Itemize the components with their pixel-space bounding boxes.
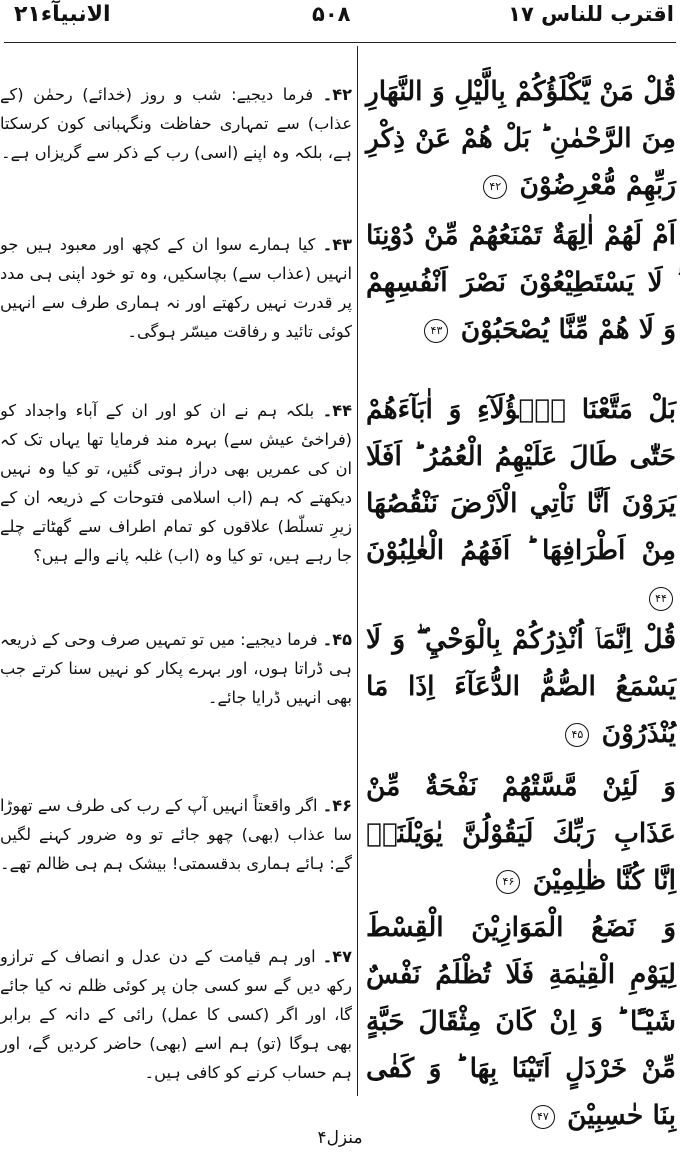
translation-number: ۴۶۔ bbox=[322, 796, 352, 815]
verse-text: قُلْ اِنَّمَاۤ اُنْذِرُكُمْ بِالْوَحْيِ ۖؗ وَ لَا يَسْمَعُ الصُّمُّ الدُّعَآءَ اِذَا مَا يُنْذَرُوْنَ bbox=[366, 624, 676, 749]
translation-47 bbox=[0, 942, 352, 1087]
verse-text: اَمْ لَهُمْ اٰلِهَةٌ تَمْنَعُهُمْ مِّنْ دُوْنِنَا ؕ لَا يَسْتَطِيْعُوْنَ نَصْرَ اَنْفُسِهِمْ وَ لَا هُمْ مِّنَّا يُصْحَبُوْنَ bbox=[366, 220, 676, 345]
page-header bbox=[0, 0, 680, 46]
translation-text: اگر واقعتاً انہیں آپ کے رب کی طرف سے تھوڑا سا عذاب (بھی) چھو جائے تو وہ ضرور کہنے لگیں گے: ہائے ہماری بدقسمتی! بیشک ہم ہی ظالم تھے۔ bbox=[0, 796, 352, 873]
ayah-marker: ۴۴ bbox=[649, 587, 673, 611]
page-number: ۵۰۸ bbox=[312, 2, 351, 26]
translation-number: ۴۳۔ bbox=[322, 235, 353, 254]
verse-47 bbox=[366, 904, 676, 1139]
verse-text: بَلْ مَتَّعْنَا هٰۤؤُلَآءِ وَ اٰبَآءَهُمْ حَتّٰى طَالَ عَلَيْهِمُ الْعُمُرُ ؕ اَفَلَا يَرَوْنَ اَنَّا نَاْتِي الْاَرْضَ نَنْقُصُهَا مِنْ اَطْرَافِهَا ؕ اَفَهُمُ الْغٰلِبُوْنَ bbox=[366, 394, 676, 566]
ayah-marker: ۴۶ bbox=[496, 870, 520, 894]
ayah-marker: ۴۵ bbox=[565, 723, 589, 747]
ayah-marker: ۴۳ bbox=[424, 319, 448, 343]
juz-title: اقترب للناس ۱۷ bbox=[508, 2, 674, 26]
translation-45 bbox=[0, 625, 352, 712]
verse-42 bbox=[366, 68, 676, 209]
translation-44 bbox=[0, 396, 352, 570]
verse-45 bbox=[366, 616, 676, 757]
translation-42 bbox=[0, 80, 352, 167]
verse-text: وَ لَئِنْ مَّسَّتْهُمْ نَفْحَةٌ مِّنْ عَذَابِ رَبِّكَ لَيَقُوْلُنَّ يٰوَيْلَنَاۤ اِنَّا كُنَّا ظٰلِمِيْنَ bbox=[366, 771, 676, 896]
verse-text: وَ نَضَعُ الْمَوَازِيْنَ الْقِسْطَ لِيَوْمِ الْقِيٰمَةِ فَلَا تُظْلَمُ نَفْسٌ شَيْـًٔا ؕ وَ اِنْ كَانَ مِثْقَالَ حَبَّةٍ مِّنْ خَرْدَلٍ اَتَيْنَا بِهَا ؕ وَ كَفٰى بِنَا حٰسِبِيْنَ bbox=[366, 912, 676, 1131]
translation-text: اور ہم قیامت کے دن عدل و انصاف کے ترازو رکھ دیں گے سو کسی جان پر کوئی ظلم نہ کیا جائے گا، اور اگر (کسی کا عمل) رائی کے دانہ کے برابر بھی ہوگا (تو) ہم اسے (بھی) حاضر کردیں گے، اور ہم حساب کرنے کو کافی ہیں۔ bbox=[0, 947, 352, 1082]
translation-text: کیا ہمارے سوا ان کے کچھ اور معبود ہیں جو انہیں (عذاب سے) بچاسکیں، وہ تو خود اپنی ہی مدد پر قدرت نہیں رکھتے اور نہ ہماری طرف سے انہیں کوئی تائید و رفاقت میسّر ہوگی۔ bbox=[0, 235, 352, 341]
verse-44 bbox=[366, 386, 676, 621]
translation-text: فرما دیجیے: شب و روز (خدائے) رحمٰن (کے عذاب) سے تمہاری حفاظت ونگہبانی کون کرسکتا ہے، بلکہ وہ اپنے (اسی) رب کے ذکر سے گریزاں ہے۔ bbox=[0, 85, 352, 162]
ayah-marker: ۴۲ bbox=[483, 175, 507, 199]
header-rule bbox=[4, 42, 676, 43]
verse-43 bbox=[366, 212, 676, 353]
verse-46 bbox=[366, 763, 676, 904]
translation-text: فرما دیجیے: میں تو تمہیں صرف وحی کے ذریعہ ہی ڈراتا ہوں، اور بہرے پکار کو نہیں سنا کرتے جب بھی انہیں ڈرایا جائے۔ bbox=[0, 630, 352, 707]
translation-46 bbox=[0, 791, 352, 878]
translation-number: ۴۲۔ bbox=[322, 85, 352, 104]
translation-number: ۴۵۔ bbox=[322, 630, 352, 649]
column-divider bbox=[357, 46, 358, 1096]
verse-text: قُلْ مَنْ يَّكْلَؤُكُمْ بِالَّيْلِ وَ النَّهَارِ مِنَ الرَّحْمٰنِ ؕ بَلْ هُمْ عَنْ ذِكْرِ رَبِّهِمْ مُّعْرِضُوْنَ bbox=[366, 76, 676, 201]
manzil-footer: منزل۴ bbox=[317, 1128, 363, 1148]
translation-43 bbox=[0, 230, 352, 346]
translation-number: ۴۷۔ bbox=[322, 947, 352, 966]
ayah-marker: ۴۷ bbox=[531, 1105, 555, 1129]
surah-title: الانبیآء۲۱ bbox=[14, 2, 111, 27]
translation-number: ۴۴۔ bbox=[322, 401, 352, 420]
translation-text: بلکہ ہم نے ان کو اور ان کے آباء واجداد کو (فراخیٔ عیش سے) بہرہ مند فرمایا تھا یہاں تک کہ ان کی عمریں بھی دراز ہوتی گئیں، تو کیا وہ نہیں دیکھتے کہ ہم (اب اسلامی فتوحات کے ذریعہ ان کے زیرِ تسلّط) علاقوں کو تمام اطراف سے گھٹاتے چلے جا رہے ہیں، تو کیا وہ (اب) غلبہ پانے والے ہیں؟ bbox=[0, 401, 352, 565]
